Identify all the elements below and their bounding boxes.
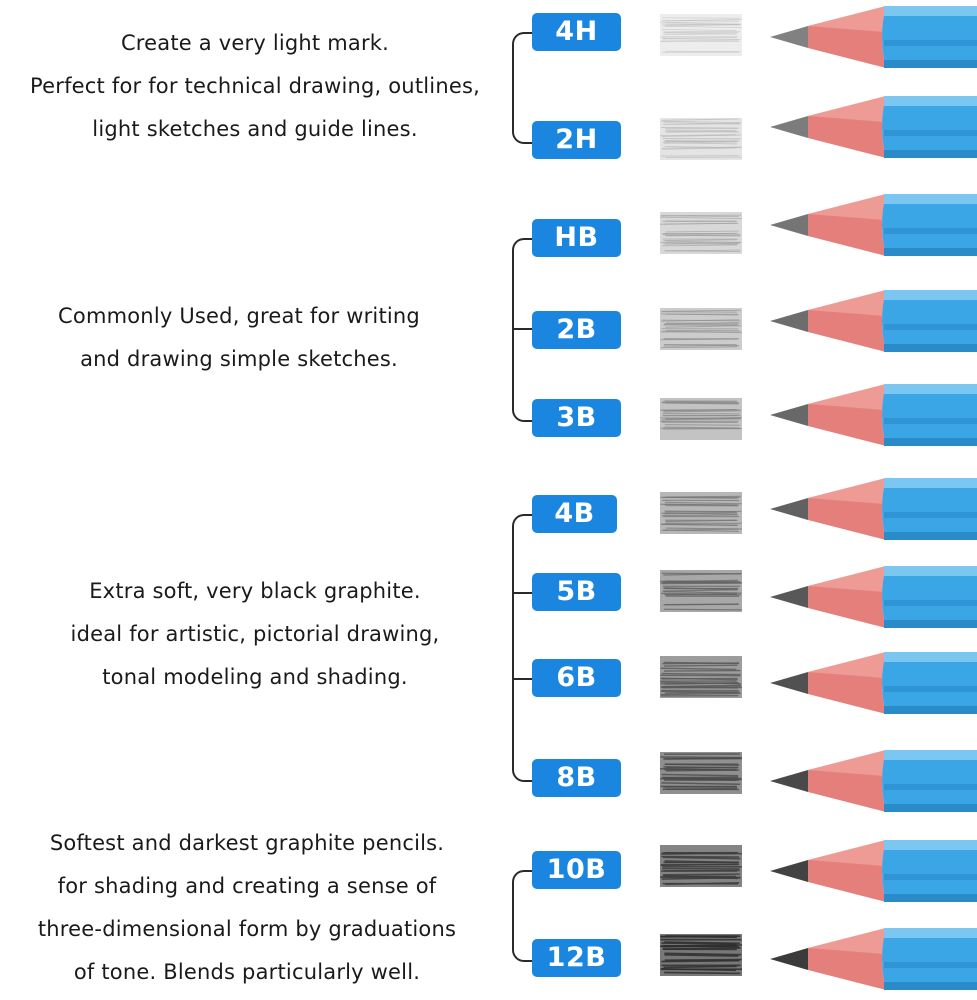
pencil-facet xyxy=(884,840,977,850)
description-line: three-dimensional form by graduations xyxy=(37,917,457,941)
graphite-swatch xyxy=(660,118,742,160)
pencil-facet xyxy=(884,750,977,760)
group-bracket xyxy=(512,32,532,144)
bracket-tick xyxy=(512,678,532,680)
grade-badge-8b: 8B xyxy=(532,759,621,797)
description-line: Create a very light mark. xyxy=(120,31,390,55)
swatch-stroke xyxy=(664,325,737,326)
pencil-facet xyxy=(884,686,977,692)
swatch-stroke xyxy=(660,497,737,498)
grade-badge-10b: 10B xyxy=(532,851,621,889)
pencil-facet xyxy=(884,478,977,488)
pencil-facet xyxy=(884,150,977,158)
pencil-facet xyxy=(884,344,977,352)
pencil-lead xyxy=(770,586,808,608)
graphite-swatch xyxy=(660,934,742,976)
description-line: Perfect for for technical drawing, outlines, xyxy=(30,74,480,98)
pencil-facet xyxy=(884,40,977,46)
graphite-swatch xyxy=(660,212,742,254)
pencil-facet xyxy=(884,6,977,16)
pencil-lead xyxy=(770,26,808,48)
description-line: for shading and creating a sense of xyxy=(57,874,437,898)
pencil-facet xyxy=(884,60,977,68)
pencil-icon xyxy=(766,190,977,260)
graphite-swatch xyxy=(660,492,742,534)
swatch-stroke xyxy=(663,588,738,589)
description-line: tonal modeling and shading. xyxy=(102,665,408,689)
pencil-icon xyxy=(766,924,977,994)
pencil-icon xyxy=(766,92,977,162)
description-line: Softest and darkest graphite pencils. xyxy=(49,831,445,855)
pencil-facet xyxy=(884,928,977,938)
pencil-facet xyxy=(884,566,977,576)
description-line: and drawing simple sketches. xyxy=(80,347,398,371)
swatch-stroke xyxy=(660,757,741,758)
pencil-facet xyxy=(884,620,977,628)
group-bracket xyxy=(512,514,532,782)
pencil-facet xyxy=(884,194,977,204)
description-line: light sketches and guide lines. xyxy=(92,117,418,141)
description-softest xyxy=(0,822,502,994)
graphite-swatch xyxy=(660,752,742,794)
pencil-lead xyxy=(770,770,808,792)
pencil-facet xyxy=(884,248,977,256)
graphite-swatch xyxy=(660,14,742,56)
pencil-icon xyxy=(766,836,977,906)
description-medium xyxy=(0,295,494,381)
pencil-facet xyxy=(884,228,977,234)
swatch-stroke xyxy=(662,515,738,516)
pencil-lead xyxy=(770,948,808,970)
pencil-facet xyxy=(884,874,977,880)
grade-badge-5b: 5B xyxy=(532,573,621,611)
pencil-facet xyxy=(884,384,977,394)
grade-badge-6b: 6B xyxy=(532,659,621,697)
description-line: Extra soft, very black graphite. xyxy=(89,579,421,603)
bracket-tick xyxy=(512,328,532,330)
swatch-stroke xyxy=(666,130,737,131)
grade-badge-2b: 2B xyxy=(532,311,621,349)
pencil-icon xyxy=(766,746,977,816)
pencil-facet xyxy=(884,962,977,968)
grade-badge-3b: 3B xyxy=(532,399,621,437)
swatch-stroke xyxy=(664,972,740,973)
graphite-swatch xyxy=(660,656,742,698)
graphite-swatch xyxy=(660,570,742,612)
pencil-facet xyxy=(884,600,977,606)
swatch-stroke xyxy=(664,966,737,967)
pencil-facet xyxy=(884,532,977,540)
swatch-stroke xyxy=(665,425,740,426)
grade-badge-12b: 12B xyxy=(532,939,621,977)
grade-badge-4b: 4B xyxy=(532,495,617,533)
pencil-lead xyxy=(770,404,808,426)
pencil-facet xyxy=(884,982,977,990)
pencil-facet xyxy=(884,512,977,518)
pencil-lead xyxy=(770,116,808,138)
pencil-facet xyxy=(884,96,977,106)
graphite-swatch xyxy=(660,845,742,887)
swatch-stroke xyxy=(661,687,738,688)
graphite-swatch xyxy=(660,398,742,440)
description-line: of tone. Blends particularly well. xyxy=(73,960,421,984)
pencil-facet xyxy=(884,784,977,790)
swatch-stroke xyxy=(664,609,742,610)
group-bracket xyxy=(512,238,532,422)
description-soft xyxy=(0,570,510,699)
pencil-facet xyxy=(884,324,977,330)
swatch-stroke xyxy=(663,874,740,875)
swatch-stroke xyxy=(661,853,738,854)
pencil-icon xyxy=(766,380,977,450)
grade-badge-hb: HB xyxy=(532,219,621,257)
description-line: ideal for artistic, pictorial drawing, xyxy=(70,622,440,646)
pencil-icon xyxy=(766,474,977,544)
pencil-lead xyxy=(770,498,808,520)
pencil-facet xyxy=(884,290,977,300)
swatch-stroke xyxy=(665,511,737,512)
description-line: Commonly Used, great for writing xyxy=(58,304,420,328)
pencil-facet xyxy=(884,804,977,812)
pencil-facet xyxy=(884,652,977,662)
swatch-stroke xyxy=(664,758,740,759)
pencil-icon xyxy=(766,2,977,72)
grade-badge-2h: 2H xyxy=(532,121,621,159)
swatch-stroke xyxy=(665,235,740,236)
pencil-facet xyxy=(884,418,977,424)
graphite-swatch xyxy=(660,308,742,350)
group-bracket xyxy=(512,870,532,962)
description-hard xyxy=(0,22,510,151)
swatch-stroke xyxy=(664,665,737,666)
pencil-icon xyxy=(766,562,977,632)
pencil-icon xyxy=(766,286,977,356)
pencil-facet xyxy=(884,894,977,902)
pencil-facet xyxy=(884,438,977,446)
swatch-fill xyxy=(660,845,742,887)
pencil-lead xyxy=(770,310,808,332)
pencil-lead xyxy=(770,214,808,236)
pencil-facet xyxy=(884,706,977,714)
bracket-tick xyxy=(512,592,532,594)
pencil-icon xyxy=(766,648,977,718)
grade-badge-4h: 4H xyxy=(532,13,621,51)
swatch-stroke xyxy=(665,960,742,961)
swatch-stroke xyxy=(665,764,740,765)
pencil-lead xyxy=(770,672,808,694)
pencil-lead xyxy=(770,860,808,882)
swatch-stroke xyxy=(662,663,739,664)
swatch-stroke xyxy=(664,339,739,340)
pencil-facet xyxy=(884,130,977,136)
